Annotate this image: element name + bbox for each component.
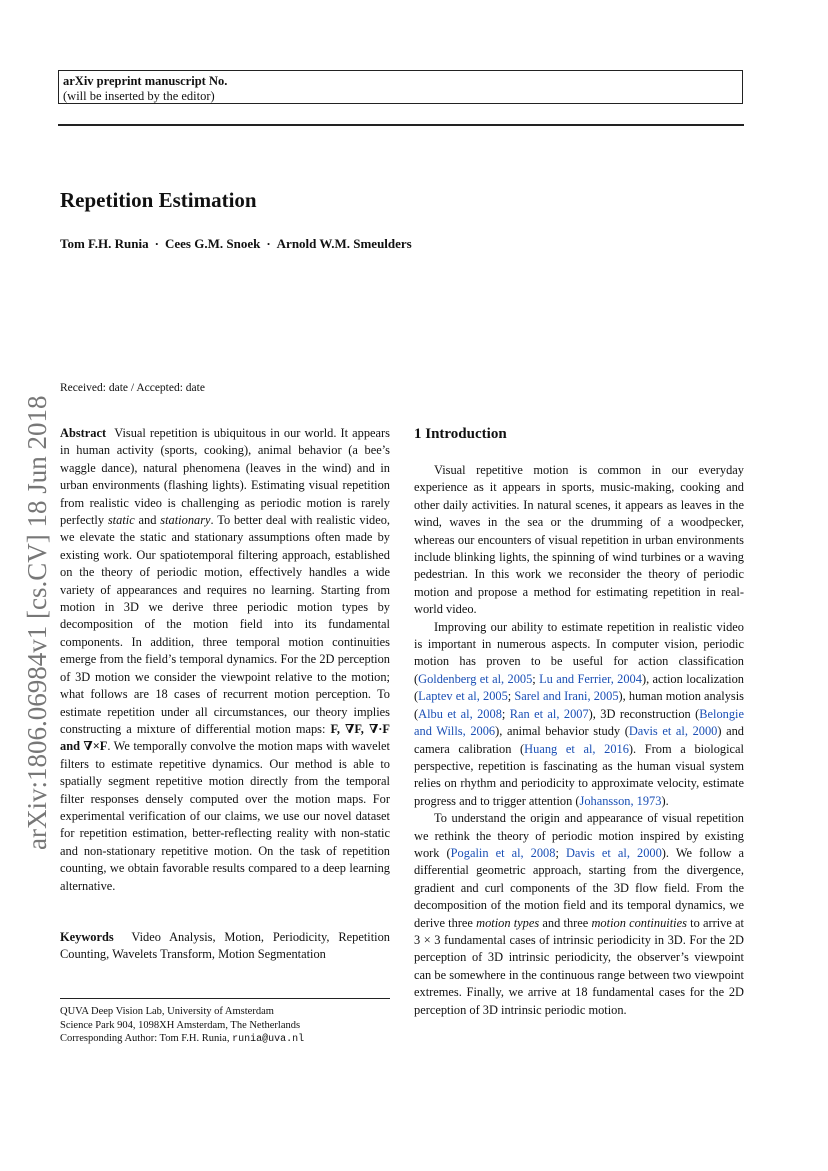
keywords xyxy=(60,929,390,964)
citation-link[interactable]: Ran et al, 2007 xyxy=(509,706,589,721)
citation-link[interactable]: Pogalin et al, 2008 xyxy=(450,845,556,860)
section-heading-introduction: 1 Introduction xyxy=(414,426,507,442)
manuscript-number: arXiv preprint manuscript No. xyxy=(63,74,228,88)
abstract-emphasis: stationary xyxy=(160,513,211,528)
footnote-rule xyxy=(60,998,390,999)
affiliation-footnote xyxy=(60,1005,390,1047)
abstract xyxy=(60,425,390,895)
citation-link[interactable]: Johansson, 1973 xyxy=(579,793,662,808)
abstract-text: . We temporally convolve the motion maps with wavelet filters to estimate repetitive dynamics. Our method is able to spatially segment repetitive motion directly from the temporal filter responses densely computed over the motion maps. For experimental verification of our claims, we use our novel dataset for repetition estimation, better-reflecting reality with non-static and non-stationary repetitive motion. On the task of repetition counting, we obtain favorable results compared to a deep learning alternative. xyxy=(60,739,390,893)
left-column xyxy=(60,425,390,964)
intro-paragraph-2: Improving our ability to estimate repetition in realistic video is important in numerous aspects. In computer vision, periodic motion has proven to be useful for action classification (Goldenberg et al, 2005; Lu and Ferrier, 2004), action localization (Laptev et al, 2005; Sarel and Irani, 2005), human motion analysis (Albu et al, 2008; Ran et al, 2007), 3D reconstruction (Belongie and Wills, 2006), animal behavior study (Davis et al, 2000) and camera calibration (Huang et al, 2016). From a biological perspective, repetition is fascinating as the human visual system relies on rhythm and periodicity to approximate velocity, estimate progress and to trigger attention (Johansson, 1973). xyxy=(414,619,744,808)
citation-link[interactable]: Sarel and Irani, 2005 xyxy=(514,689,619,704)
citation-link[interactable]: Davis et al, 2000 xyxy=(565,845,662,860)
corresponding-author xyxy=(60,1032,390,1047)
author-name: Cees G.M. Snoek xyxy=(164,236,261,251)
keywords-text: Video Analysis, Motion, Periodicity, Repetition Counting, Wavelets Transform, Motion Segmentation xyxy=(60,929,390,962)
abstract-emphasis: static xyxy=(107,513,135,528)
author-list xyxy=(60,236,412,252)
citation-link[interactable]: Belongie and Wills, 2006 xyxy=(414,706,744,739)
emphasis-text: motion continuities xyxy=(591,915,687,930)
email-link[interactable]: runia@uva.nl xyxy=(232,1034,305,1045)
intro-paragraph-1: Visual repetitive motion is common in our everyday experience as it appears in sports, music-making, cooking and other daily activities. In natural scenes, it appears as leaves in the wind, waves in the sea or the drumming of a woodpecker, whereas our encounters of visual repetition in urban environments include blinking lights, the spinning of wind turbines or a waving pedestrian. In this work we reconsider the theory of periodic motion and propose a method for estimating repetition in real-world video. xyxy=(414,463,744,617)
author-name: Tom F.H. Runia xyxy=(60,236,149,251)
right-column xyxy=(414,425,744,1019)
citation-link[interactable]: Laptev et al, 2005 xyxy=(418,689,508,704)
editor-note: (will be inserted by the editor) xyxy=(63,89,215,103)
abstract-text: Visual repetition is ubiquitous in our world. It appears in human activity (sports, cooking), animal behavior (a bee’s waggle dance), natural phenomena (leaves in the wind) and in urban environments (flashing lights). Estimating visual repetition from realistic video is challenging as periodic motion is rarely perfectly xyxy=(60,426,390,528)
header-rule xyxy=(58,124,744,126)
editor-note-box xyxy=(58,70,743,104)
abstract-text: . To better deal with realistic video, we elevate the static and stationary assumptions often made by existing work. Our spatiotemporal filtering approach, established on the theory of periodic motion, effectively handles a wide variety of appearances and requires no learning. Starting from motion in 3D we derive three periodic motion types by decomposition of the motion field into its fundamental components. In addition, three temporal motion continuities emerge from the field’s temporal dynamics. For the 2D perception of 3D motion we consider the viewpoint relative to the motion; what follows are 18 cases of recurrent motion perception. To estimate repetition under all circumstances, our theory implies constructing a mixture of differential motion maps: xyxy=(60,513,391,736)
affiliation-line: QUVA Deep Vision Lab, University of Amsterdam xyxy=(60,1006,274,1017)
emphasis-text: motion types xyxy=(476,915,540,930)
author-name: Arnold W.M. Smeulders xyxy=(276,236,412,251)
citation-link[interactable]: Lu and Ferrier, 2004 xyxy=(539,671,642,686)
paper-title: Repetition Estimation xyxy=(60,188,257,212)
citation-link[interactable]: Goldenberg et al, 2005 xyxy=(418,671,533,686)
abstract-heading: Abstract xyxy=(60,426,107,440)
corresponding-author-label: Corresponding Author: Tom F.H. Runia, xyxy=(60,1033,233,1044)
citation-link[interactable]: Huang et al, 2016 xyxy=(524,741,629,756)
intro-paragraph-3: To understand the origin and appearance of visual repetition we rethink the theory of periodic motion inspired by existing work (Pogalin et al, 2008; Davis et al, 2000). We follow a differential geometric approach, starting from the divergence, gradient and curl components of the 3D flow field. From the decomposition of the motion field and its temporal dynamics, we derive three motion types and three motion continuities to arrive at 3 × 3 fundamental cases of intrinsic periodicity in 3D. For the 2D perception of 3D intrinsic periodicity, the observer’s viewpoint can be somewhere in the continuous range between two viewpoint extremes. Finally, we arrive at 18 fundamental cases for the 2D perception of 3D intrinsic periodic motion. xyxy=(414,811,745,1017)
citation-link[interactable]: Davis et al, 2000 xyxy=(628,724,718,739)
received-date: Received: date / Accepted: date xyxy=(60,382,205,394)
abstract-text: and xyxy=(134,513,161,528)
address-line: Science Park 904, 1098XH Amsterdam, The Netherlands xyxy=(60,1019,301,1031)
arxiv-identifier: arXiv:1806.06984v1 [cs.CV] 18 Jun 2018 xyxy=(22,395,52,850)
author-separator: · xyxy=(266,236,271,251)
author-separator: · xyxy=(154,236,159,251)
citation-link[interactable]: Albu et al, 2008 xyxy=(418,706,502,721)
keywords-heading: Keywords xyxy=(60,929,114,944)
abstract-math: F, ∇F, ∇·F and ∇×F xyxy=(60,721,390,754)
